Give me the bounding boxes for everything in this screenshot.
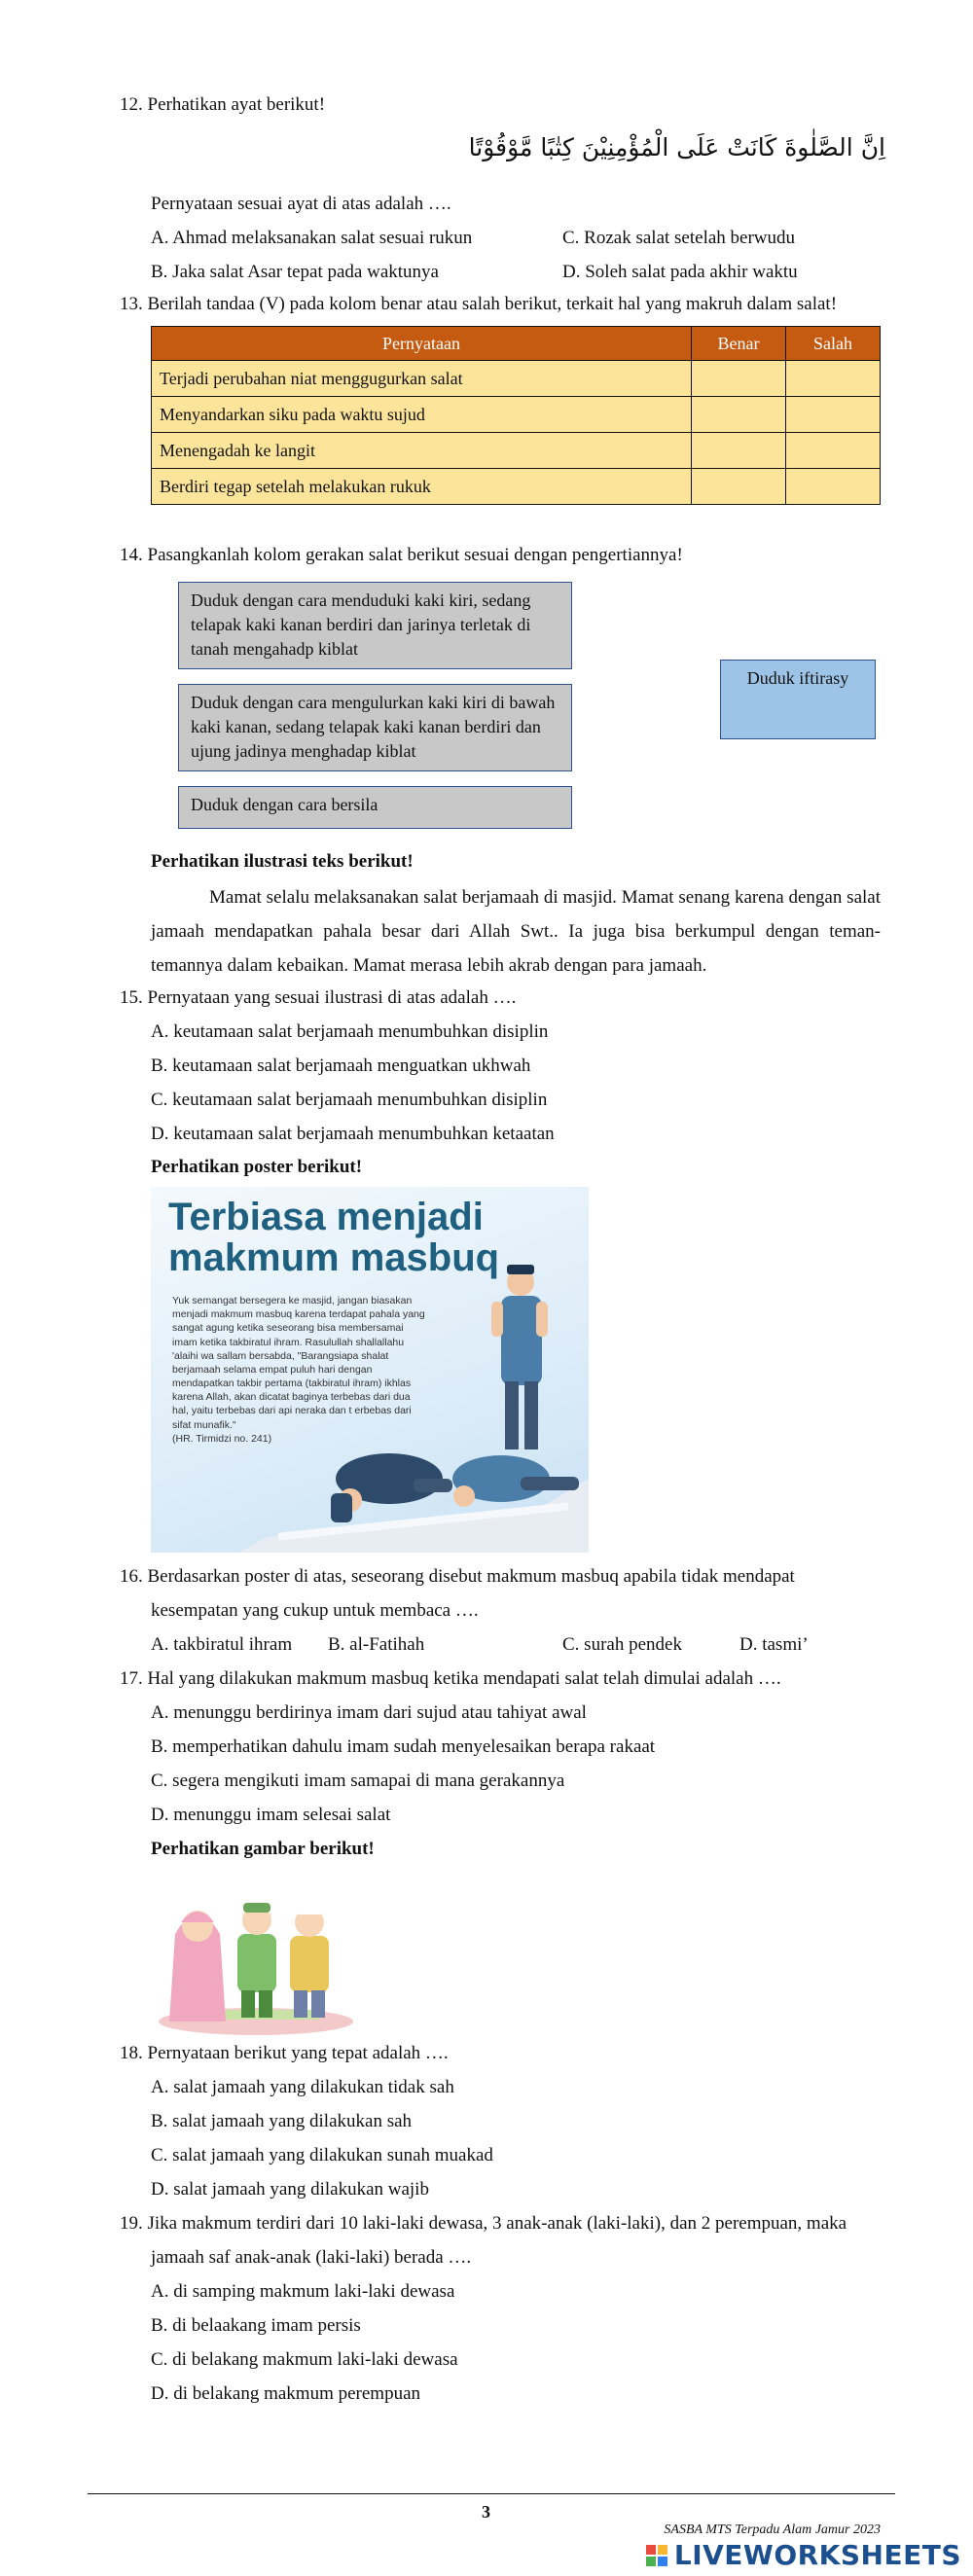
match-box-1[interactable]: Duduk dengan cara menduduki kaki kiri, sedang telapak kaki kanan berdiri dan jarinya terletak di tanah mengahadp kiblat — [178, 582, 572, 669]
q18-question — [120, 2041, 449, 2066]
poster-source: (HR. Tirmidzi no. 241) — [172, 1432, 272, 1445]
q17-question — [120, 1666, 781, 1692]
q18-text: Pernyataan berikut yang tepat adalah …. — [147, 2043, 449, 2063]
q15-number: 15. — [120, 987, 143, 1008]
header-benar: Benar — [691, 327, 785, 361]
q17-option-c[interactable]: C. segera mengikuti imam samapai di mana gerakannya — [151, 1771, 565, 1791]
salah-cell[interactable] — [786, 469, 881, 505]
q16-option-b[interactable]: B. al-Fatihah — [328, 1634, 425, 1655]
row-statement: Berdiri tegap setelah melakukan rukuk — [152, 469, 692, 505]
q17-option-a[interactable]: A. menunggu berdirinya imam dari sujud atau tahiyat awal — [151, 1702, 587, 1723]
q14-text: Pasangkanlah kolom gerakan salat berikut sesuai dengan pengertiannya! — [147, 545, 683, 565]
q15-option-a[interactable]: A. keutamaan salat berjamaah menumbuhkan disiplin — [151, 1021, 549, 1042]
poster-heading: Perhatikan poster berikut! — [151, 1157, 363, 1177]
q12-option-c[interactable]: C. Rozak salat setelah berwudu — [562, 228, 796, 248]
q19-text-line1: Jika makmum terdiri dari 10 laki-laki dewasa, 3 anak-anak (laki-laki), dan 2 perempuan, maka — [147, 2213, 847, 2234]
q19-option-b[interactable]: B. di belaakang imam persis — [151, 2315, 361, 2336]
congregation-illustration — [154, 1876, 358, 2036]
q16-option-d[interactable]: D. tasmi’ — [739, 1634, 809, 1655]
match-target-iftirasy[interactable]: Duduk iftirasy — [720, 660, 876, 739]
liveworksheets-wordmark: LIVEWORKSHEETS — [673, 2539, 961, 2571]
table-row — [152, 469, 881, 505]
q15-option-c[interactable]: C. keutamaan salat berjamaah menumbuhkan disiplin — [151, 1090, 548, 1110]
q13-question — [120, 292, 837, 317]
footer-divider — [88, 2493, 895, 2494]
benar-cell[interactable] — [691, 469, 785, 505]
q12-option-b[interactable]: B. Jaka salat Asar tepat pada waktunya — [151, 262, 439, 282]
table-row — [152, 397, 881, 433]
salah-cell[interactable] — [786, 433, 881, 469]
q16-question — [120, 1564, 879, 1590]
page-number: 3 — [482, 2502, 490, 2522]
q19-text-line2: jamaah saf anak-anak (laki-laki) berada …. — [151, 2247, 472, 2268]
q17-text: Hal yang dilakukan makmum masbuq ketika mendapati salat telah dimulai adalah …. — [147, 1668, 781, 1689]
q15-text: Pernyataan yang sesuai ilustrasi di atas adalah …. — [147, 987, 517, 1008]
picture-heading: Perhatikan gambar berikut! — [151, 1839, 375, 1859]
row-statement: Menyandarkan siku pada waktu sujud — [152, 397, 692, 433]
match-box-2[interactable]: Duduk dengan cara mengulurkan kaki kiri di bawah kaki kanan, sedang telapak kaki kanan berdiri dan ujung jadinya menghadap kiblat — [178, 684, 572, 771]
q19-number: 19. — [120, 2213, 143, 2234]
poster-body-text: Yuk semangat bersegera ke masjid, jangan biasakan menjadi makmum masbuq karena terdapat pahala yang sangat agung ketika seseorang bisa membersamai imam ketika takbiratul ihram. Rasulullah shallallahu 'alaihi wa sallam bersabda, "Barangsiapa shalat berjamaah selama empat puluh hari dengan mendapatkan takbir pertama (takbiratul ihram) ikhlas karena Allah, akan dicatat baginya terbebas dari dua hal, yaitu terbebas dari api neraka dan t erbebas dari sifat munafik." — [172, 1295, 425, 1431]
q12-text: Perhatikan ayat berikut! — [147, 94, 326, 115]
q17-option-d[interactable]: D. menunggu imam selesai salat — [151, 1805, 391, 1825]
header-pernyataan: Pernyataan — [152, 327, 692, 361]
q12-arabic-verse: اِنَّ الصَّلٰوةَ كَانَتْ عَلَى الْمُؤْمِنِيْنَ كِتٰبًا مَّوْقُوْتًا — [468, 133, 885, 161]
row-statement: Terjadi perubahan niat menggugurkan salat — [152, 361, 692, 397]
benar-cell[interactable] — [691, 397, 785, 433]
q18-option-a[interactable]: A. salat jamaah yang dilakukan tidak sah — [151, 2077, 454, 2097]
q16-text-line1: Berdasarkan poster di atas, seseorang disebut makmum masbuq apabila tidak mendapat — [147, 1566, 795, 1587]
q12-number: 12. — [120, 94, 143, 115]
table-row — [152, 361, 881, 397]
q15-option-b[interactable]: B. keutamaan salat berjamaah menguatkan ukhwah — [151, 1055, 531, 1076]
salah-cell[interactable] — [786, 361, 881, 397]
poster-title-line1: Terbiasa menjadi — [168, 1196, 484, 1238]
liveworksheets-logo-icon — [645, 2544, 668, 2567]
q19-option-d[interactable]: D. di belakang makmum perempuan — [151, 2383, 421, 2404]
q16-text-line2: kesempatan yang cukup untuk membaca …. — [151, 1600, 479, 1621]
benar-cell[interactable] — [691, 433, 785, 469]
q18-number: 18. — [120, 2043, 143, 2063]
q17-number: 17. — [120, 1668, 143, 1689]
illustration-paragraph: Mamat selalu melaksanakan salat berjamaah di masjid. Mamat senang karena dengan salat jamaah mendapatkan pahala besar dari Allah Swt.. Ia juga bisa berkumpul dengan teman-temannya dalam kebaikan. Mamat merasa lebih akrab dengan para jamaah. — [151, 887, 881, 977]
q19-question — [120, 2211, 888, 2236]
q17-option-b[interactable]: B. memperhatikan dahulu imam sudah menyelesaikan berapa rakaat — [151, 1736, 656, 1757]
benar-cell[interactable] — [691, 361, 785, 397]
q16-option-c[interactable]: C. surah pendek — [562, 1634, 682, 1655]
q15-question — [120, 985, 516, 1011]
makruh-table — [151, 326, 881, 505]
salah-cell[interactable] — [786, 397, 881, 433]
q12-option-a[interactable]: A. Ahmad melaksanakan salat sesuai rukun — [151, 228, 473, 248]
q15-option-d[interactable]: D. keutamaan salat berjamaah menumbuhkan ketaatan — [151, 1124, 555, 1144]
q14-question — [120, 543, 683, 568]
match-box-3[interactable]: Duduk dengan cara bersila — [178, 786, 572, 829]
q14-number: 14. — [120, 545, 143, 565]
header-salah: Salah — [786, 327, 881, 361]
q16-option-a[interactable]: A. takbiratul ihram — [151, 1634, 293, 1655]
table-header-row — [152, 327, 881, 361]
liveworksheets-brand[interactable] — [645, 2537, 961, 2574]
poster-illustration — [151, 1187, 589, 1553]
q19-option-c[interactable]: C. di belakang makmum laki-laki dewasa — [151, 2349, 458, 2370]
q12-question — [120, 92, 325, 118]
q16-number: 16. — [120, 1566, 143, 1587]
q12-statement: Pernyataan sesuai ayat di atas adalah …. — [151, 194, 451, 214]
q13-text: Berilah tandaa (V) pada kolom benar atau salah berikut, terkait hal yang makruh dalam salat! — [147, 294, 838, 314]
q13-number: 13. — [120, 294, 143, 314]
q18-option-d[interactable]: D. salat jamaah yang dilakukan wajib — [151, 2179, 429, 2200]
q18-option-c[interactable]: C. salat jamaah yang dilakukan sunah muakad — [151, 2145, 493, 2165]
q12-option-d[interactable]: D. Soleh salat pada akhir waktu — [562, 262, 798, 282]
q19-option-a[interactable]: A. di samping makmum laki-laki dewasa — [151, 2281, 455, 2302]
row-statement: Menengadah ke langit — [152, 433, 692, 469]
table-row — [152, 433, 881, 469]
masbuq-poster — [151, 1187, 589, 1553]
poster-title-line2: makmum masbuq — [168, 1236, 500, 1279]
illustration-heading: Perhatikan ilustrasi teks berikut! — [151, 851, 414, 872]
q18-option-b[interactable]: B. salat jamaah yang dilakukan sah — [151, 2111, 413, 2131]
footer-school-text: SASBA MTS Terpadu Alam Jamur 2023 — [664, 2522, 881, 2537]
